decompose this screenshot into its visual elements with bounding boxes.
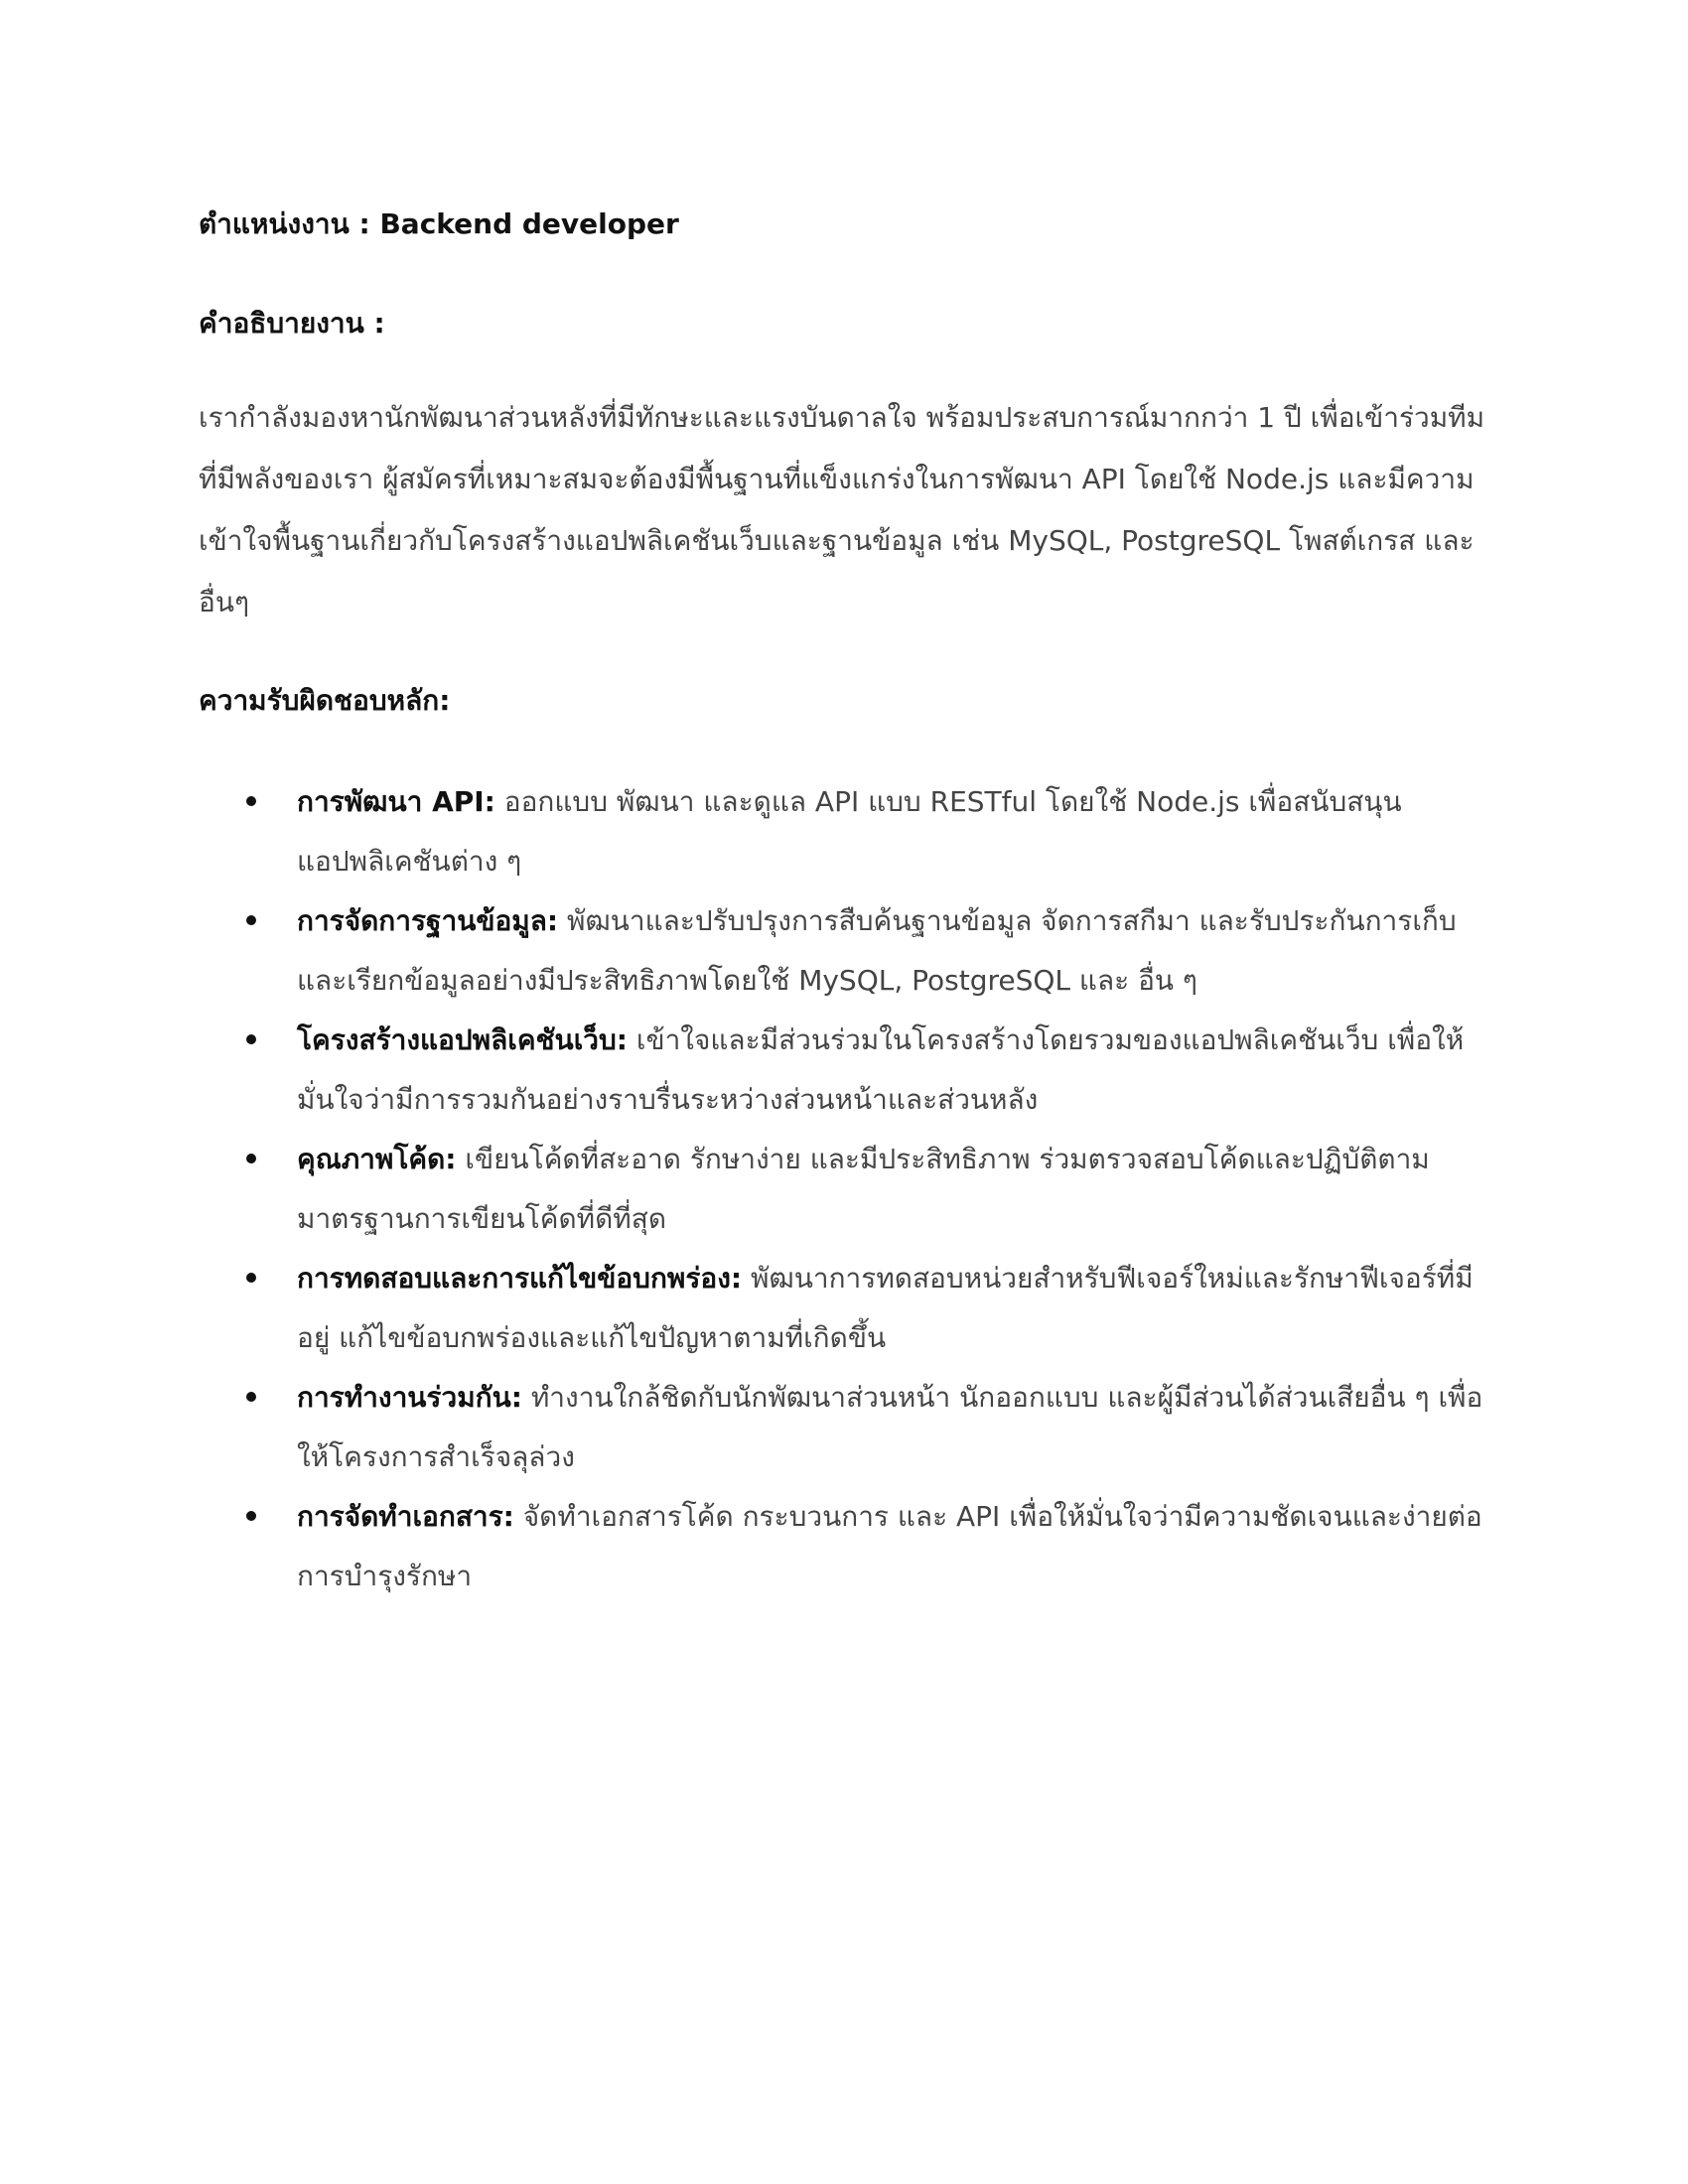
responsibility-label: การทำงานร่วมกัน: — [297, 1381, 522, 1414]
responsibility-text: เขียนโค้ดที่สะอาด รักษาง่าย และมีประสิทธิภาพ ร่วมตรวจสอบโค้ดและปฏิบัติตามมาตรฐานการเขียนโค้ดที่ดีที่สุด — [297, 1143, 1430, 1235]
description-heading: คำอธิบายงาน : — [199, 307, 385, 340]
job-description: เรากำลังมองหานักพัฒนาส่วนหลังที่มีทักษะและแรงบันดาลใจ พร้อมประสบการณ์มากกว่า 1 ปี เพื่อเข้าร่วมทีมที่มีพลังของเรา ผู้สมัครที่เหมาะสมจะต้องมีพื้นฐานที่แข็งแกร่งในการพัฒนา API โดยใช้ Node.js และมีความเข้าใจพื้นฐานเกี่ยวกับโครงสร้างแอปพลิเคชันเว็บและฐานข้อมูล เช่น MySQL, PostgreSQL โพสต์เกรส และ อื่นๆ — [199, 401, 1485, 618]
list-item — [199, 1249, 1499, 1368]
responsibility-label: การทดสอบและการแก้ไขข้อบกพร่อง: — [297, 1262, 743, 1295]
responsibility-text: เข้าใจและมีส่วนร่วมในโครงสร้างโดยรวมของแอปพลิเคชันเว็บ เพื่อให้มั่นใจว่ามีการรวมกันอย่างราบรื่นระหว่างส่วนหน้าและส่วนหลัง — [297, 1024, 1465, 1116]
responsibility-label: การจัดทำเอกสาร: — [297, 1500, 514, 1533]
responsibility-text: พัฒนาและปรับปรุงการสืบค้นฐานข้อมูล จัดการสกีมา และรับประกันการเก็บและเรียกข้อมูลอย่างมีประสิทธิภาพโดยใช้ MySQL, PostgreSQL และ อื่น ๆ — [297, 904, 1457, 997]
responsibility-text: พัฒนาการทดสอบหน่วยสำหรับฟีเจอร์ใหม่และรักษาฟีเจอร์ที่มีอยู่ แก้ไขข้อบกพร่องและแก้ไขปัญหาตามที่เกิดขึ้น — [297, 1262, 1474, 1354]
bullet-icon — [246, 1392, 256, 1402]
responsibility-text: ทำงานใกล้ชิดกับนักพัฒนาส่วนหน้า นักออกแบบ และผู้มีส่วนได้ส่วนเสียอื่น ๆ เพื่อให้โครงการสำเร็จลุล่วง — [297, 1381, 1483, 1473]
responsibilities-heading: ความรับผิดชอบหลัก: — [199, 684, 451, 717]
list-item — [199, 1011, 1499, 1130]
responsibility-label: การพัฒนา API: — [297, 785, 495, 818]
bullet-icon — [246, 1511, 256, 1521]
responsibility-label: คุณภาพโค้ด: — [297, 1143, 457, 1175]
list-item — [199, 772, 1499, 891]
bullet-icon — [246, 796, 256, 806]
responsibility-text: จัดทำเอกสารโค้ด กระบวนการ และ API เพื่อให้มั่นใจว่ามีความชัดเจนและง่ายต่อการบำรุงรักษา — [297, 1500, 1482, 1592]
list-item — [199, 1130, 1499, 1249]
list-item — [199, 1368, 1499, 1487]
bullet-icon — [246, 1034, 256, 1044]
responsibility-label: โครงสร้างแอปพลิเคชันเว็บ: — [297, 1024, 628, 1056]
responsibility-text: ออกแบบ พัฒนา และดูแล API แบบ RESTful โดยใช้ Node.js เพื่อสนับสนุนแอปพลิเคชันต่าง ๆ — [297, 785, 1402, 878]
job-title: ตำแหน่งงาน : Backend developer — [199, 207, 679, 240]
responsibility-label: การจัดการฐานข้อมูล: — [297, 904, 559, 937]
document-page — [199, 199, 1499, 1606]
list-item — [199, 1487, 1499, 1606]
responsibilities-list — [199, 772, 1499, 1606]
bullet-icon — [246, 1273, 256, 1283]
bullet-icon — [246, 915, 256, 925]
bullet-icon — [246, 1154, 256, 1163]
list-item — [199, 891, 1499, 1011]
